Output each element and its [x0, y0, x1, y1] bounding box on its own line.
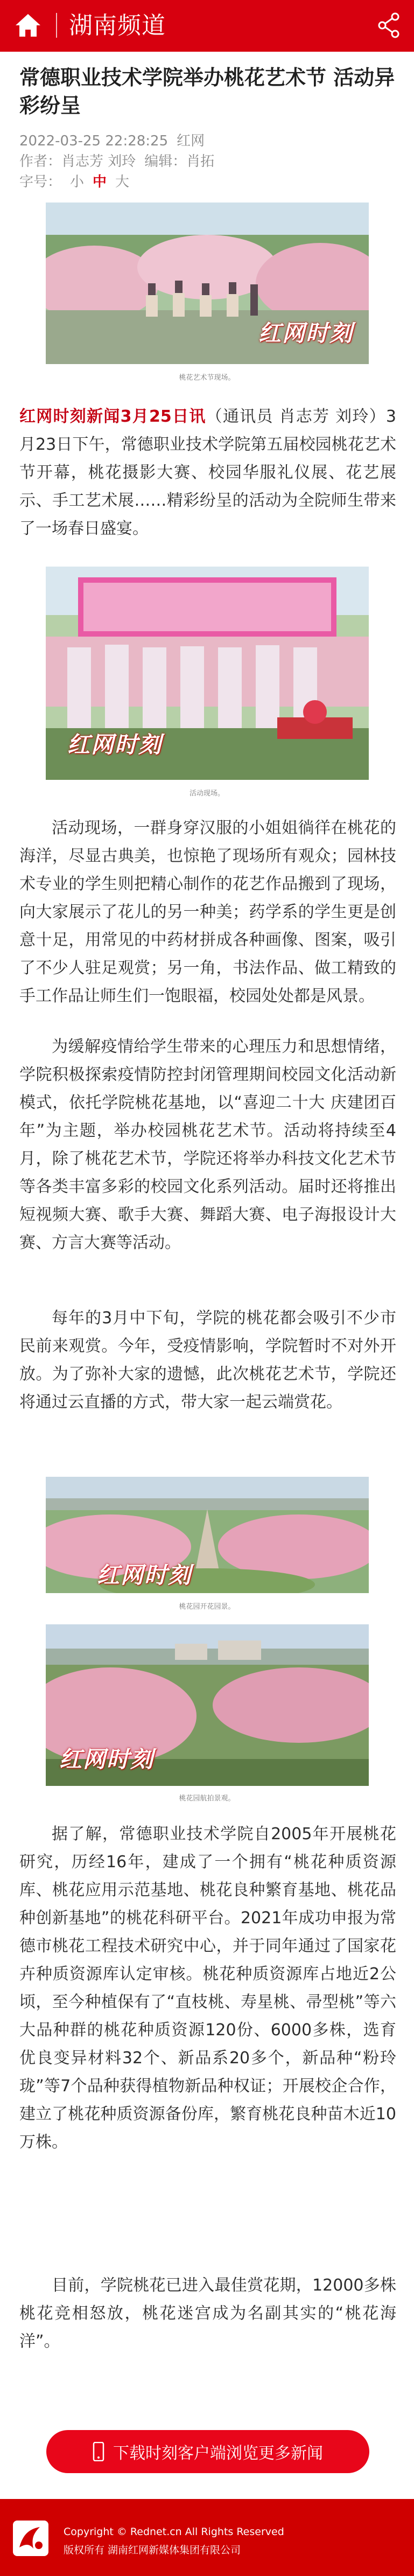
photo-watermark: 红网时刻	[97, 1562, 192, 1588]
article-paragraph-3: 为缓解疫情给学生带来的心理压力和思想情绪，学院积极探索疫情防控封闭管理期间校园文化活动新模式，依托学院桃花基地，以“喜迎二十大 庆建团百年”为主题，举办校园桃花艺术节。活动将持续至4月，除了桃花艺术节，学院还将举办科技文化艺术节等各类丰富多彩的校园文化系列活动。届时还将推出短视频大赛、歌手大赛、舞蹈大赛、电子海报设计大赛、方言大赛等活动。	[19, 1037, 396, 1252]
font-size-small[interactable]: 小	[70, 174, 85, 190]
photo-watermark: 红网时刻	[258, 320, 354, 346]
article-meta-date	[19, 132, 205, 150]
author-label: 作者：	[19, 153, 62, 170]
editor-name: 肖拓	[186, 153, 215, 170]
font-size-large[interactable]: 大	[115, 174, 130, 190]
paragraph-text: （通讯员 肖志芳 刘玲）3月23日下午，常德职业技术学院第五届校园桃花艺术节开幕，桃花摄影大赛、校园华服礼仪展、花艺展示、手工艺术展……精彩纷呈的活动为全院师生带来了一场春日盛宴。	[19, 407, 396, 538]
editor-label: 编辑：	[144, 153, 187, 170]
download-app-button[interactable]	[46, 2430, 369, 2473]
publish-datetime: 2022-03-25 22:28:25	[19, 133, 169, 149]
top-bar	[0, 0, 414, 52]
font-size-label: 字号：	[19, 174, 62, 190]
share-icon[interactable]	[377, 12, 401, 39]
article-paragraph-6: 目前，学院桃花已进入最佳赏花期，12000多株桃花竞相怒放，桃花迷宫成为名副其实的“桃花海洋”。	[19, 2276, 396, 2351]
article-paragraph-2: 活动现场，一群身穿汉服的小姐姐徜徉在桃花的海洋，尽显古典美，也惊艳了现场所有观众；园林技术专业的学生则把精心制作的花艺作品搬到了现场，向大家展示了花儿的另一种美；药学系的学生更是创意十足，用常见的中药材拼成各种画像、图案，吸引了不少人驻足观赏；另一角，书法作品、做工精致的手工作品让师生们一饱眼福，校园处处都是风景。	[19, 819, 396, 1006]
article-photo-1[interactable]	[46, 203, 369, 364]
copyright-owner: 版权所有 湖南红网新媒体集团有限公司	[64, 2544, 241, 2556]
photo-caption-3: 桃花园开花园景。	[179, 1603, 235, 1611]
article-paragraph-4: 每年的3月中下旬，学院的桃花都会吸引不少市民前来观赏。今年，受疫情影响，学院暂时不对外开放。为了弥补大家的遗憾，此次桃花艺术节，学院还将通过云直播的方式，带大家一起云端赏花。	[19, 1309, 396, 1412]
photo-caption-4: 桃花园航拍景观。	[179, 1795, 235, 1803]
article-source: 红网	[177, 133, 205, 149]
header-divider	[56, 13, 57, 38]
article-paragraph-1	[19, 403, 396, 543]
article-photo-4[interactable]	[46, 1624, 369, 1786]
photo-caption-1: 桃花艺术节现场。	[179, 374, 235, 382]
page-footer	[0, 2499, 414, 2576]
photo-watermark: 红网时刻	[67, 731, 163, 758]
copyright-text: Copyright © Rednet.cn All Rights Reserved	[64, 2526, 284, 2538]
author-names: 肖志芳 刘玲	[61, 153, 136, 170]
photo-watermark: 红网时刻	[59, 1746, 155, 1772]
photo-caption-2: 活动现场。	[189, 790, 224, 798]
font-size-switcher	[19, 173, 129, 191]
news-lead: 红网时刻新闻3月25日讯	[19, 407, 206, 426]
article-paragraph-5: 据了解，常德职业技术学院自2005年开展桃花研究，历经16年，建成了一个拥有“桃花种质资源库、桃花应用示范基地、桃花良种繁育基地、桃花品种创新基地”的桃花科研平台。2021年成功申报为常德市桃花工程技术研究中心，并于同年通过了国家花卉种质资源库认定审核。桃花种质资源库占地近2公顷，至今种植保有了“直枝桃、寿星桃、帚型桃”等六大品种群的桃花种质资源120份、6000多株，选育优良变异材料32个、新品系20多个，新品种“粉玲珑”等7个品种获得植物新品种权证；开展校企合作，建立了桃花种质资源备份库，繁育桃花良种苗木近10万株。	[19, 1825, 396, 2152]
article-photo-2[interactable]	[46, 567, 369, 780]
home-icon[interactable]	[14, 12, 42, 38]
phone-icon	[93, 2442, 104, 2461]
channel-title: 湖南频道	[69, 12, 166, 39]
download-label: 下载时刻客户端浏览更多新闻	[113, 2444, 323, 2463]
rednet-logo[interactable]	[12, 2519, 50, 2557]
article-meta-credits	[19, 153, 214, 170]
article-photo-3[interactable]	[46, 1477, 369, 1593]
font-size-medium[interactable]: 中	[93, 174, 107, 190]
article-title: 常德职业技术学院举办桃花艺术节 活动异彩纷呈	[19, 66, 395, 117]
